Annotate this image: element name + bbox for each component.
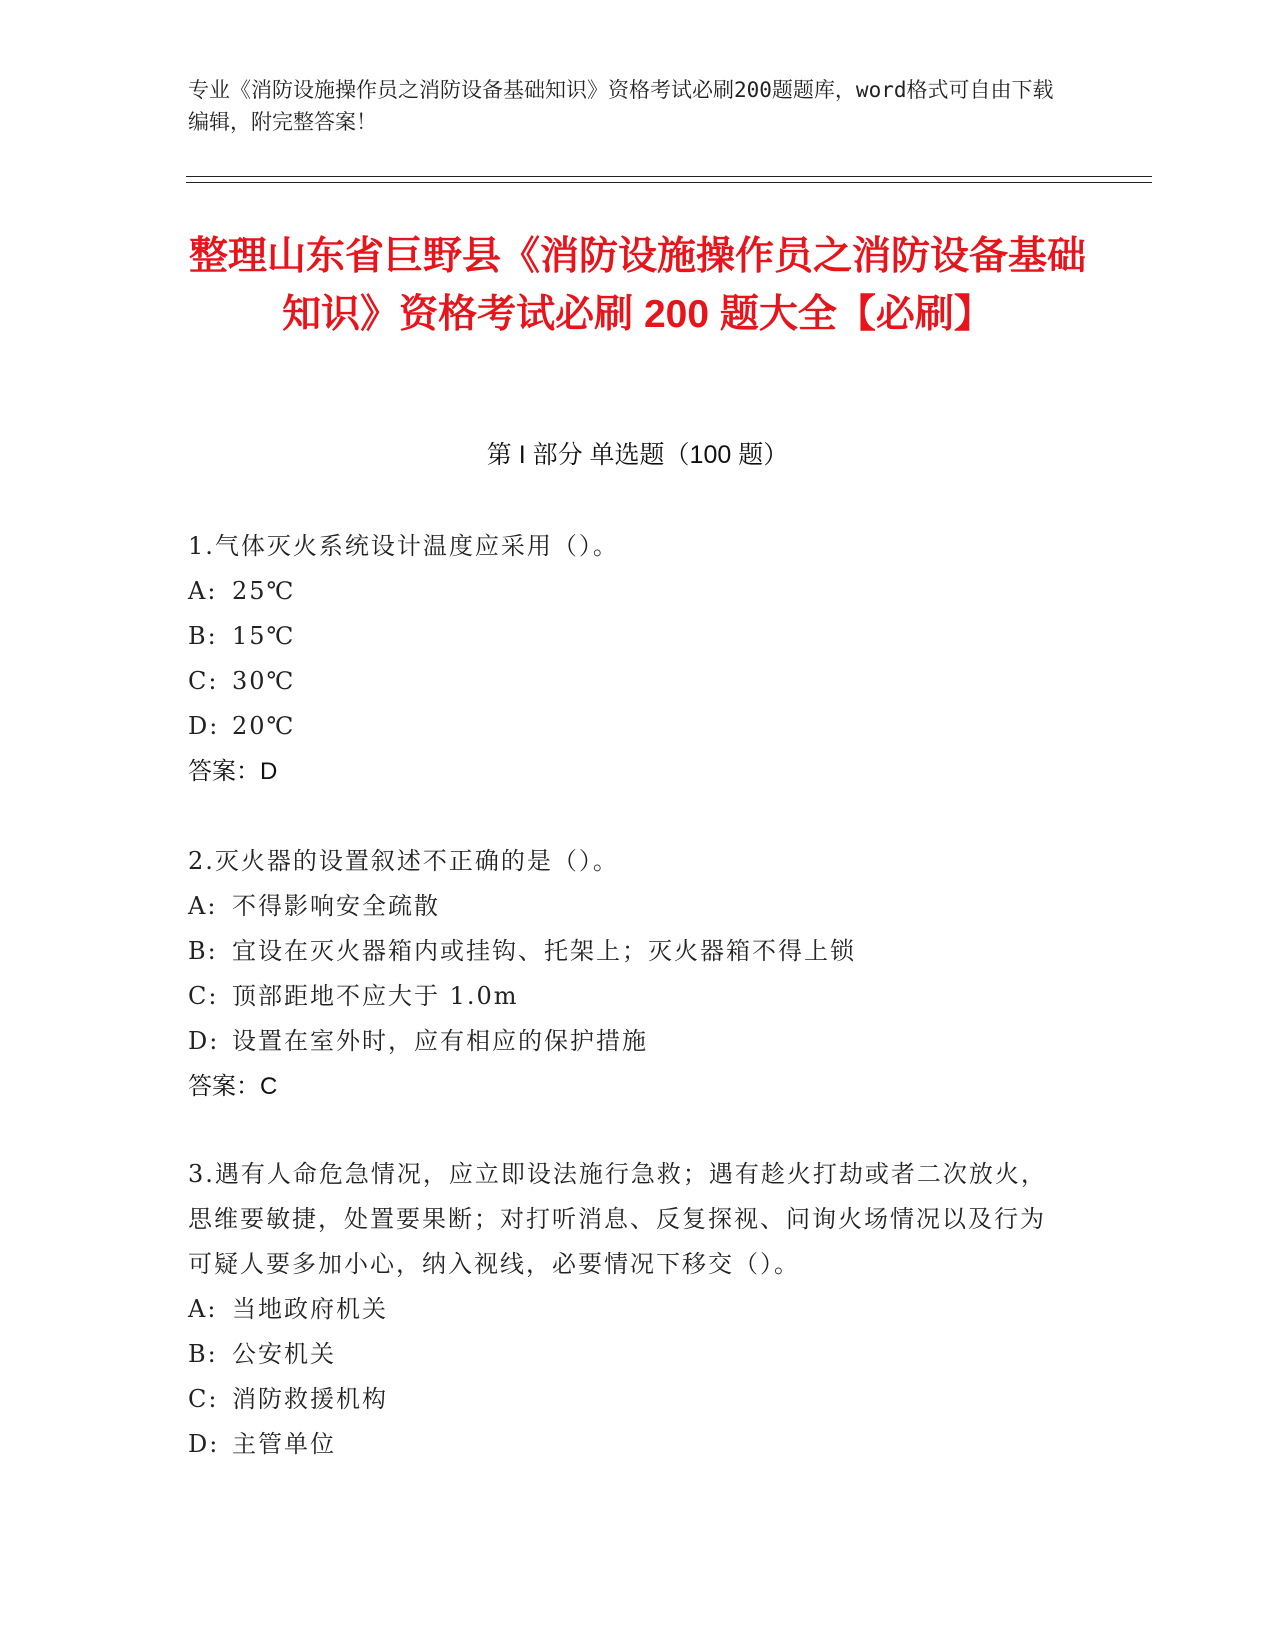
answer: 答案：D [188, 758, 278, 785]
option-text: 15℃ [232, 622, 296, 650]
option-letter: C: [188, 1385, 219, 1413]
option-b [188, 614, 1068, 659]
option-letter: B: [188, 622, 218, 650]
option-d [188, 1019, 1068, 1064]
option-letter: A: [188, 1295, 218, 1323]
option-text: 顶部距地不应大于 1.0m [232, 982, 519, 1010]
question-3 [188, 1152, 1068, 1467]
option-b [188, 929, 1068, 974]
option-text: 25℃ [232, 577, 296, 605]
option-c [188, 974, 1068, 1019]
option-letter: C: [188, 667, 219, 695]
option-letter: C: [188, 982, 219, 1010]
answer: 答案：C [188, 1073, 278, 1100]
section-heading: 第 I 部分 单选题（100 题） [486, 441, 789, 469]
option-letter: B: [188, 937, 218, 965]
header-divider-top [186, 176, 1152, 177]
option-a [188, 569, 1068, 614]
question-2 [188, 839, 1068, 1109]
option-letter: D: [188, 712, 220, 740]
option-letter: B: [188, 1340, 218, 1368]
option-text: 宜设在灭火器箱内或挂钩、托架上；灭火器箱不得上锁 [232, 937, 856, 965]
question-stem: 2.灭火器的设置叙述不正确的是（）。 [188, 847, 619, 875]
option-letter: D: [188, 1430, 220, 1458]
option-text: 30℃ [232, 667, 296, 695]
option-text: 消防救援机构 [232, 1385, 388, 1413]
option-letter: D: [188, 1027, 220, 1055]
question-stem: 3.遇有人命危急情况，应立即设法施行急救；遇有趁火打劫或者二次放火，思维要敏捷，处置要果断；对打听消息、反复探视、问询火场情况以及行为可疑人要多加小心，纳入视线，必要情况下移交（）。 [188, 1160, 1047, 1278]
option-c [188, 659, 1068, 704]
option-a [188, 884, 1068, 929]
question-1 [188, 524, 1068, 794]
option-c [188, 1377, 1068, 1422]
option-text: 设置在室外时，应有相应的保护措施 [232, 1027, 648, 1055]
option-a [188, 1287, 1068, 1332]
option-d [188, 1422, 1068, 1467]
option-text: 主管单位 [232, 1430, 336, 1458]
question-stem: 1.气体灭火系统设计温度应采用（）。 [188, 532, 619, 560]
header-divider-bottom [186, 182, 1152, 183]
header-note: 专业《消防设施操作员之消防设备基础知识》资格考试必刷200题题库，word格式可自由下载编辑，附完整答案！ [188, 78, 1054, 134]
option-d [188, 704, 1068, 749]
option-b [188, 1332, 1068, 1377]
option-text: 不得影响安全疏散 [232, 892, 440, 920]
option-letter: A: [188, 892, 218, 920]
option-text: 公安机关 [232, 1340, 336, 1368]
option-text: 20℃ [232, 712, 296, 740]
option-letter: A: [188, 577, 218, 605]
document-title: 整理山东省巨野县《消防设施操作员之消防设备基础知识》资格考试必刷 200 题大全【必刷】 [188, 235, 1086, 336]
option-text: 当地政府机关 [232, 1295, 388, 1323]
